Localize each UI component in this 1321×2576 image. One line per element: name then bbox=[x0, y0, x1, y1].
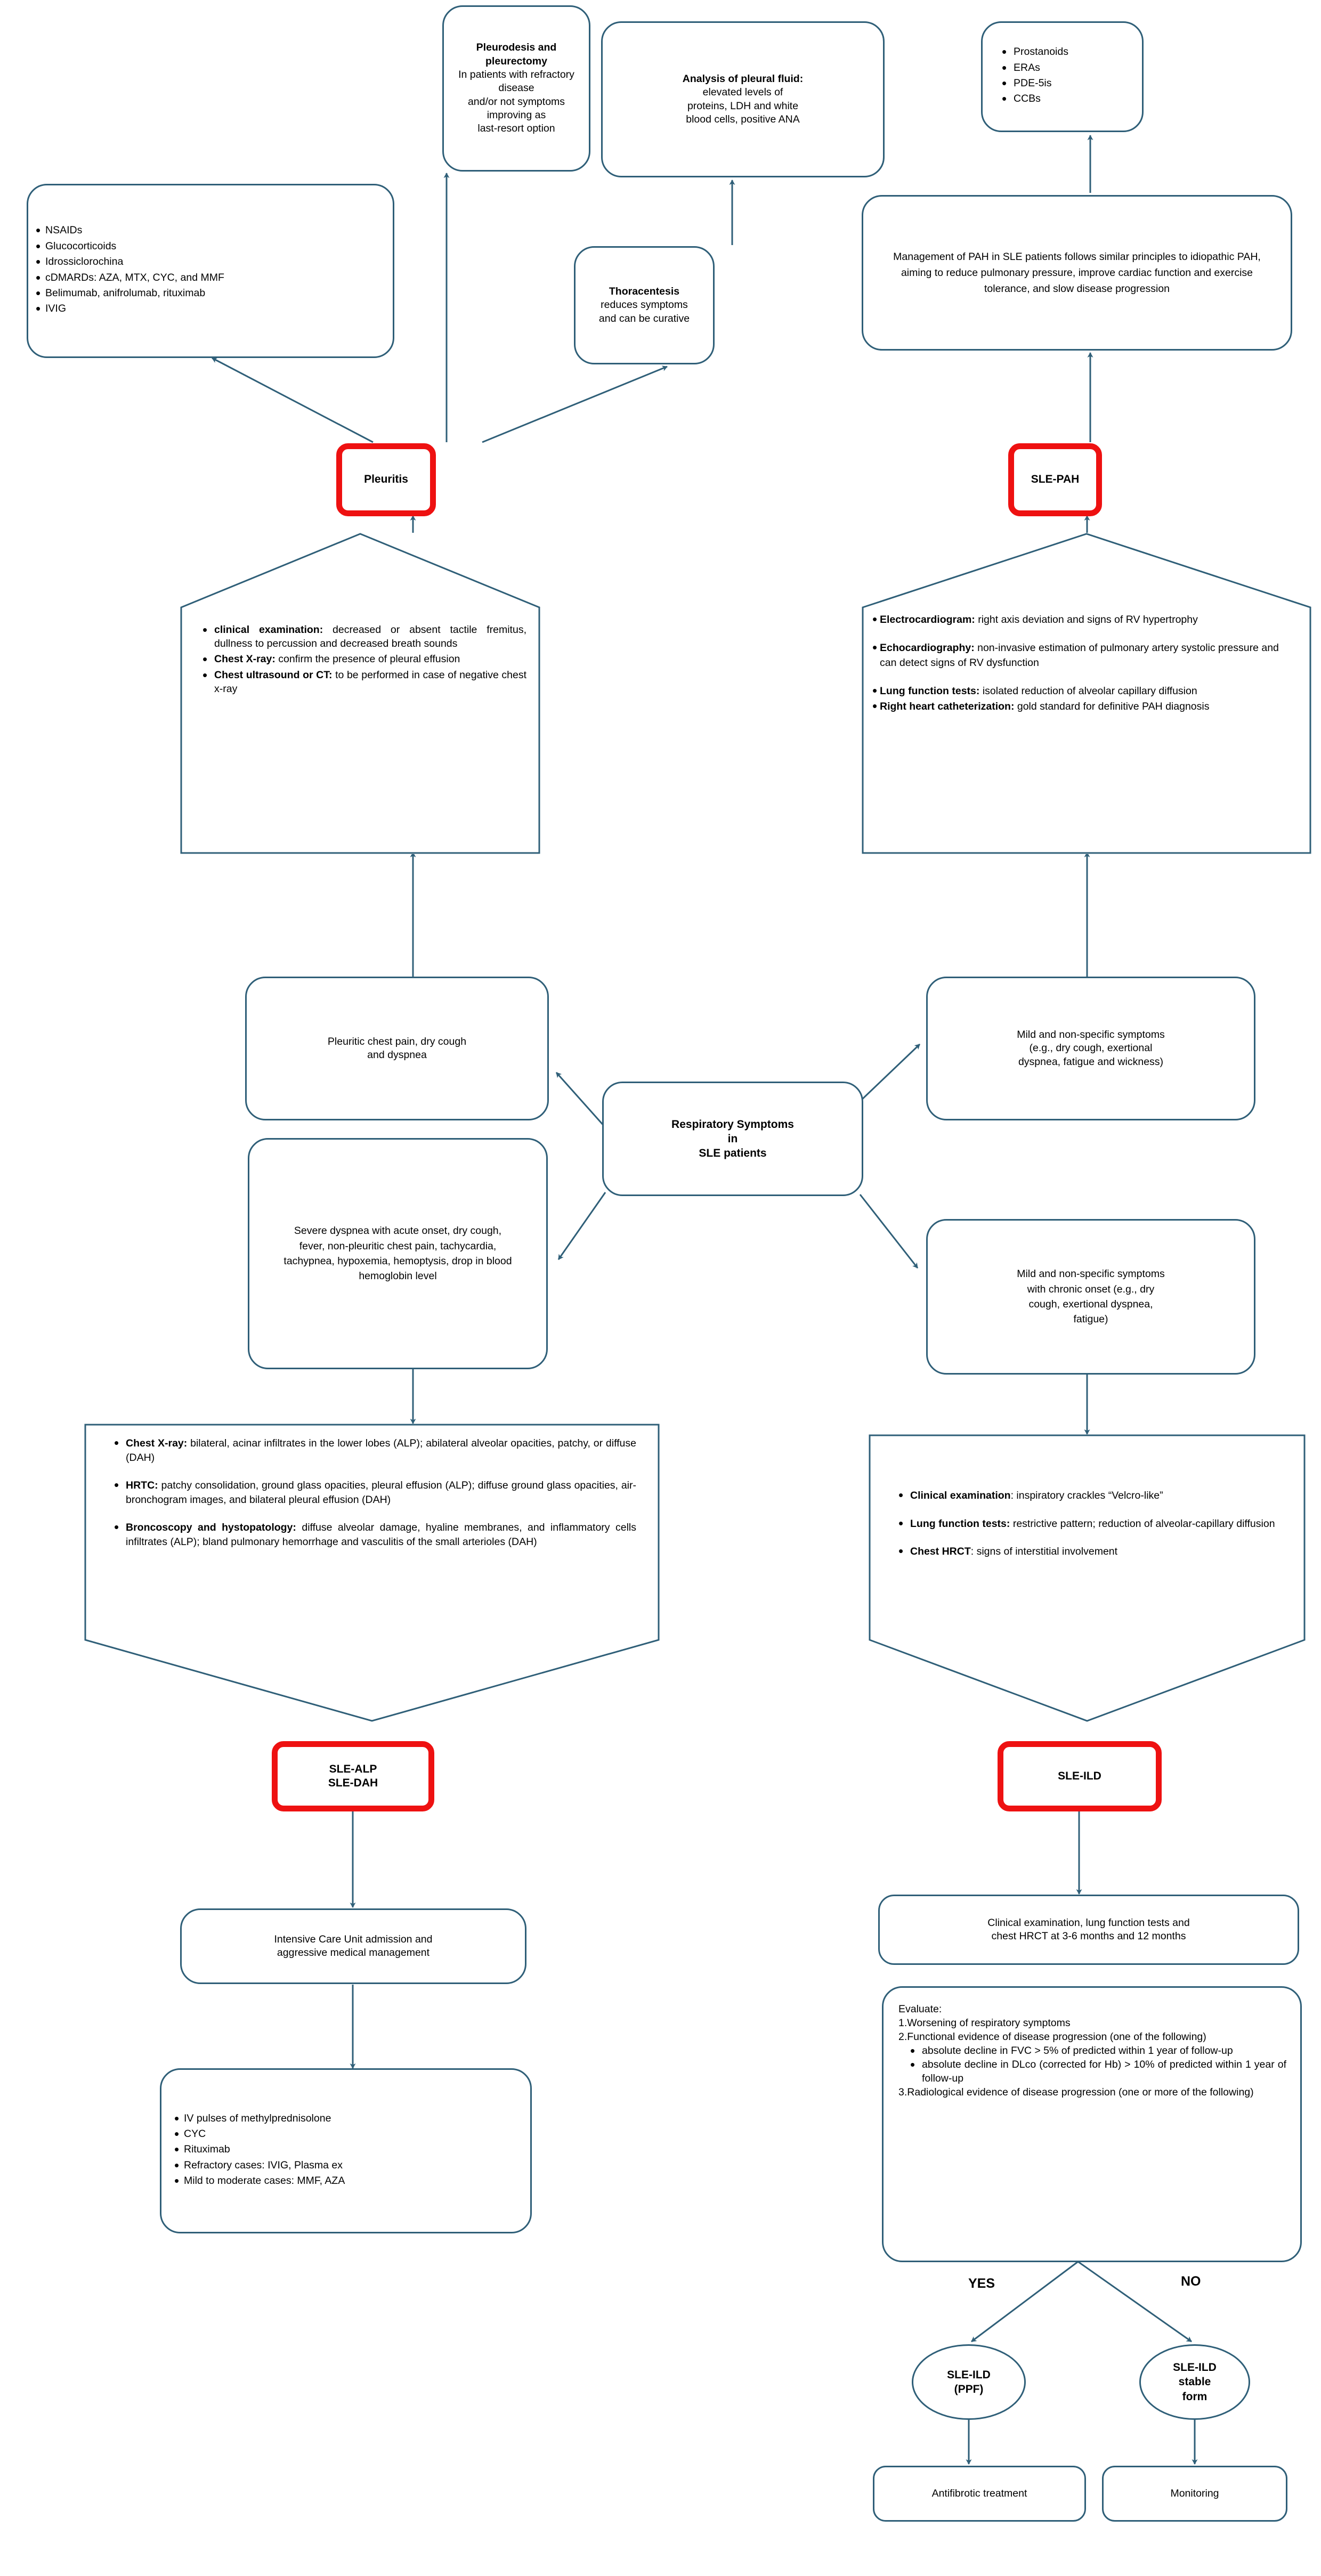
list-item: • Rituximab bbox=[174, 2143, 524, 2156]
list-item: • Chest X-ray: confirm the presence of pleural effusion bbox=[198, 653, 526, 667]
node-sle-ild-stable bbox=[1139, 2344, 1250, 2420]
node-symptoms-ild bbox=[926, 1219, 1255, 1375]
symptoms-pleuritis-line2: and dyspnea bbox=[367, 1049, 427, 1061]
node-ild-followup bbox=[878, 1895, 1299, 1965]
hub-line2: in bbox=[727, 1132, 738, 1145]
node-respiratory-symptoms-hub bbox=[602, 1082, 863, 1196]
node-thoracentesis bbox=[574, 246, 715, 364]
branch-label-yes: YES bbox=[968, 2276, 995, 2291]
list-item: • IV pulses of methylprednisolone bbox=[174, 2112, 524, 2125]
node-pleural-fluid-analysis bbox=[601, 21, 885, 177]
list-item: • absolute decline in DLco (corrected for Hb) > 10% of predicted within 1 year of follow-up bbox=[906, 2058, 1286, 2086]
pah-management-text: Management of PAH in SLE patients follows similar principles to idiopathic PAH, aiming to reduce pulmonary pressure, improve cardiac function and exercise tolerance, and slow disease progression bbox=[893, 250, 1261, 295]
sle-ild-stable-line3: form bbox=[1182, 2390, 1207, 2403]
symptoms-ild-line3: cough, exertional dyspnea, bbox=[1028, 1298, 1153, 1310]
list-item: • Chest HRCT: signs of interstitial involvement bbox=[894, 1545, 1290, 1559]
ild-followup-line1: Clinical examination, lung function tests and bbox=[987, 1916, 1190, 1929]
list-item: • Lung function tests: restrictive pattern; reduction of alveolar-capillary diffusion bbox=[894, 1517, 1290, 1531]
node-pleurodesis-pleurectomy bbox=[442, 5, 590, 172]
node-symptoms-pah bbox=[926, 977, 1255, 1120]
pleurodesis-line2: and/or not symptoms improving as bbox=[467, 95, 565, 121]
hub-line3: SLE patients bbox=[699, 1147, 767, 1160]
symptoms-ild-line2: with chronic onset (e.g., dry bbox=[1027, 1283, 1155, 1295]
pah-diagnosis-list bbox=[872, 613, 1296, 714]
list-item: • absolute decline in FVC > 5% of predicted within 1 year of follow-up bbox=[906, 2044, 1286, 2058]
symptoms-ild-line4: fatigue) bbox=[1073, 1313, 1108, 1326]
sle-ild-label: SLE-ILD bbox=[1058, 1769, 1101, 1782]
list-item: • Glucocorticoids bbox=[36, 240, 387, 253]
node-pah-management bbox=[862, 195, 1292, 351]
list-item: • cDMARDs: AZA, MTX, CYC, and MMF bbox=[36, 271, 387, 285]
pleurodesis-title: Pleurodesis and pleurectomy bbox=[476, 42, 557, 67]
pleurodesis-line1: In patients with refractory disease bbox=[458, 68, 574, 94]
node-antifibrotic-treatment bbox=[873, 2466, 1086, 2522]
symptoms-pleuritis-line1: Pleuritic chest pain, dry cough bbox=[327, 1035, 467, 1047]
ild-diagnosis-outline bbox=[869, 1434, 1306, 1722]
thoracentesis-title: Thoracentesis bbox=[609, 285, 680, 297]
list-item: • clinical examination: decreased or absent tactile fremitus, dullness to percussion and decreased breath sounds bbox=[198, 623, 526, 651]
pleuritis-label: Pleuritis bbox=[364, 473, 408, 486]
node-icu-admission bbox=[180, 1908, 526, 1984]
node-pah-diagnosis bbox=[862, 533, 1311, 854]
ild-diagnosis-list bbox=[894, 1489, 1290, 1559]
ild-evaluate-item3: 3.Radiological evidence of disease progression (one or more of the following) bbox=[898, 2086, 1254, 2098]
node-ild-evaluate bbox=[882, 1986, 1302, 2262]
symptoms-pah-line3: dyspnea, fatigue and wickness) bbox=[1018, 1055, 1164, 1068]
list-item: • ERAs bbox=[998, 61, 1137, 75]
list-item: • Chest ultrasound or CT: to be performed in case of negative chest x-ray bbox=[198, 669, 526, 696]
icu-line2: aggressive medical management bbox=[277, 1947, 430, 1959]
pah-drug-list bbox=[998, 45, 1137, 108]
alp-dah-treatment-list bbox=[174, 2112, 524, 2190]
node-symptoms-pleuritis bbox=[245, 977, 549, 1120]
symptoms-ild-line1: Mild and non-specific symptoms bbox=[1017, 1268, 1165, 1280]
branch-label-no: NO bbox=[1181, 2274, 1201, 2289]
thoracentesis-line1: reduces symptoms bbox=[601, 299, 688, 311]
alp-dah-diagnosis-list bbox=[110, 1436, 636, 1549]
pleuritis-diagnosis-list bbox=[198, 623, 526, 696]
list-item: • Chest X-ray: bilateral, acinar infiltrates in the lower lobes (ALP); abilateral alveolar opacities, patchy, or diffuse (DAH) bbox=[110, 1436, 636, 1465]
pleural-fluid-line2: proteins, LDH and white bbox=[687, 100, 799, 112]
list-item: • NSAIDs bbox=[36, 224, 387, 237]
sle-ild-stable-line1: SLE-ILD bbox=[1173, 2361, 1217, 2374]
node-alp-dah-treatment bbox=[160, 2068, 532, 2233]
sle-ild-ppf-line2: (PPF) bbox=[954, 2383, 984, 2395]
node-ild-diagnosis bbox=[869, 1434, 1306, 1722]
node-pleuritis bbox=[336, 443, 436, 516]
pleuritis-medication-list bbox=[36, 224, 387, 318]
node-symptoms-alp-dah bbox=[248, 1138, 548, 1369]
sle-ild-ppf-line1: SLE-ILD bbox=[947, 2368, 991, 2381]
list-item: • Lung function tests: isolated reduction of alveolar capillary diffusion bbox=[872, 684, 1296, 698]
list-item: • Electrocardiogram: right axis deviation and signs of RV hypertrophy bbox=[872, 613, 1296, 627]
symptoms-alp-dah-text: Severe dyspnea with acute onset, dry cough, fever, non-pleuritic chest pain, tachycardia, tachypnea, hypoxemia, hemoptysis, drop in blood hemoglobin level bbox=[283, 1225, 512, 1282]
pleural-fluid-title: Analysis of pleural fluid: bbox=[682, 72, 804, 85]
list-item: • Clinical examination: inspiratory crackles “Velcro-like” bbox=[894, 1489, 1290, 1503]
sle-ild-stable-line2: stable bbox=[1178, 2376, 1211, 2388]
list-item: • HRTC: patchy consolidation, ground glass opacities, pleural effusion (ALP); diffuse ground glass opacities, air-bronchogram images, and bilateral pleural effusion (DAH) bbox=[110, 1478, 636, 1507]
node-pleuritis-medications bbox=[27, 184, 394, 358]
node-sle-pah bbox=[1008, 443, 1102, 516]
node-sle-ild-ppf bbox=[912, 2344, 1026, 2420]
sle-dah-label: SLE-DAH bbox=[328, 1777, 378, 1789]
list-item: • Prostanoids bbox=[998, 45, 1137, 59]
list-item: • Broncoscopy and hystopatology: diffuse alveolar damage, hyaline membranes, and inflammatory cells infiltrates (ALP); bland pulmonary hemorrhage and vasculitis of the small arterioles (DAH) bbox=[110, 1521, 636, 1549]
ild-followup-line2: chest HRCT at 3-6 months and 12 months bbox=[991, 1930, 1186, 1942]
ild-evaluate-sublist bbox=[898, 2044, 1286, 2086]
ild-evaluate-item1: 1.Worsening of respiratory symptoms bbox=[898, 2017, 1071, 2029]
thoracentesis-line2: and can be curative bbox=[598, 312, 690, 324]
node-pleuritis-diagnosis bbox=[180, 533, 540, 854]
symptoms-pah-line1: Mild and non-specific symptoms bbox=[1017, 1028, 1165, 1041]
list-item: • PDE-5is bbox=[998, 77, 1137, 90]
node-sle-alp-dah bbox=[272, 1741, 434, 1811]
list-item: • Idrossiclorochina bbox=[36, 255, 387, 269]
pleural-fluid-line3: blood cells, positive ANA bbox=[686, 113, 800, 125]
sle-pah-label: SLE-PAH bbox=[1031, 473, 1080, 486]
ild-evaluate-heading: Evaluate: bbox=[898, 2003, 942, 2015]
list-item: • Belimumab, anifrolumab, rituximab bbox=[36, 287, 387, 300]
list-item: • Refractory cases: IVIG, Plasma ex bbox=[174, 2159, 524, 2172]
list-item: • CCBs bbox=[998, 92, 1137, 105]
symptoms-pah-line2: (e.g., dry cough, exertional bbox=[1029, 1042, 1153, 1054]
antifibrotic-label: Antifibrotic treatment bbox=[931, 2487, 1027, 2499]
list-item: • Echocardiography: non-invasive estimation of pulmonary artery systolic pressure and can detect signs of RV dysfunction bbox=[872, 641, 1296, 670]
pleurodesis-line3: last-resort option bbox=[477, 123, 555, 135]
hub-line1: Respiratory Symptoms bbox=[671, 1118, 794, 1131]
list-item: • Right heart catheterization: gold standard for definitive PAH diagnosis bbox=[872, 700, 1296, 714]
node-alp-dah-diagnosis bbox=[84, 1424, 660, 1722]
icu-line1: Intensive Care Unit admission and bbox=[274, 1933, 433, 1945]
sle-alp-label: SLE-ALP bbox=[329, 1762, 377, 1775]
node-pah-drug-list bbox=[981, 21, 1144, 132]
node-monitoring bbox=[1102, 2466, 1287, 2522]
node-sle-ild bbox=[998, 1741, 1162, 1811]
list-item: • IVIG bbox=[36, 302, 387, 315]
list-item: • CYC bbox=[174, 2127, 524, 2141]
list-item: • Mild to moderate cases: MMF, AZA bbox=[174, 2174, 524, 2188]
pleural-fluid-line1: elevated levels of bbox=[702, 86, 783, 99]
ild-evaluate-item2: 2.Functional evidence of disease progression (one of the following) bbox=[898, 2030, 1206, 2043]
monitoring-label: Monitoring bbox=[1170, 2487, 1219, 2499]
